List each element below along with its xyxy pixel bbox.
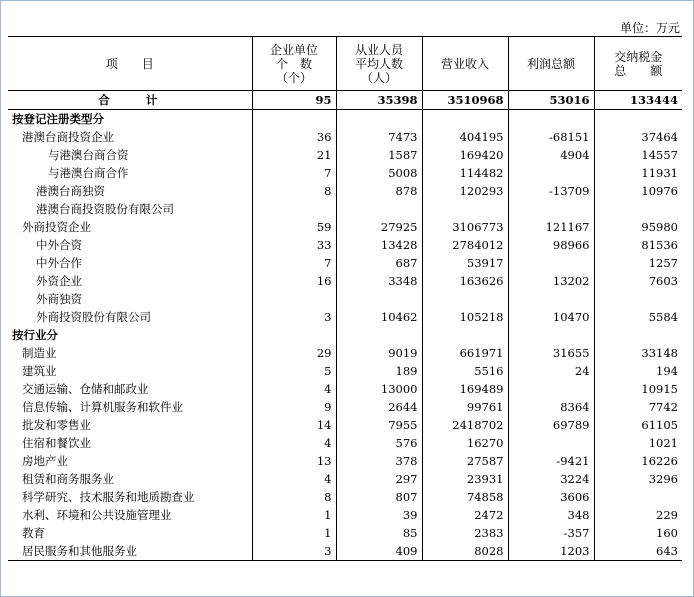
row-label: 外商投资股份有限公司 <box>36 309 151 324</box>
row-label: 中外合资 <box>36 237 82 252</box>
cell-value: 8 <box>252 182 336 200</box>
cell-value: 3224 <box>508 470 594 488</box>
cell-value: 169489 <box>422 380 508 398</box>
row-label: 与港澳台商合资 <box>48 147 129 162</box>
cell-value: 9 <box>252 398 336 416</box>
row-label: 外商独资 <box>36 291 82 306</box>
cell-value <box>508 380 594 398</box>
cell-value: 4 <box>252 434 336 452</box>
cell-value: 13202 <box>508 272 594 290</box>
table-row <box>8 164 682 182</box>
table-row <box>8 380 682 398</box>
cell-value: 16 <box>252 272 336 290</box>
cell-value: 13428 <box>336 236 422 254</box>
cell-value <box>252 326 336 344</box>
column-header: 企业单位 个 数 （个） <box>252 37 336 91</box>
column-header: 营业收入 <box>422 37 508 91</box>
cell-value <box>594 110 682 129</box>
cell-value <box>252 110 336 129</box>
cell-value: 1021 <box>594 434 682 452</box>
row-label: 按行业分 <box>12 327 58 342</box>
cell-value: 5 <box>252 362 336 380</box>
table-row <box>8 362 682 380</box>
cell-value <box>508 254 594 272</box>
cell-value: -68151 <box>508 128 594 146</box>
table-row <box>8 452 682 470</box>
statistics-table <box>8 36 682 561</box>
row-label: 批发和零售业 <box>22 417 91 432</box>
table-row <box>8 398 682 416</box>
table-row <box>8 218 682 236</box>
cell-value: 297 <box>336 470 422 488</box>
row-label: 港澳台商投资企业 <box>22 129 114 144</box>
cell-value: 13 <box>252 452 336 470</box>
cell-value: 53917 <box>422 254 508 272</box>
cell-value: 5584 <box>594 308 682 326</box>
cell-value: 121167 <box>508 218 594 236</box>
cell-value <box>252 290 336 308</box>
cell-value: 10976 <box>594 182 682 200</box>
row-label: 与港澳台商合作 <box>48 165 129 180</box>
table-row <box>8 146 682 164</box>
cell-value: 378 <box>336 452 422 470</box>
table-row <box>8 434 682 452</box>
cell-value: 27587 <box>422 452 508 470</box>
cell-value: 105218 <box>422 308 508 326</box>
cell-value: 14557 <box>594 146 682 164</box>
cell-value: 169420 <box>422 146 508 164</box>
table-row <box>8 254 682 272</box>
table-row <box>8 416 682 434</box>
header-row <box>8 37 682 91</box>
table-row <box>8 506 682 524</box>
cell-value: 8 <box>252 488 336 506</box>
cell-value: 1 <box>252 524 336 542</box>
table-row <box>8 542 682 561</box>
cell-value: 3296 <box>594 470 682 488</box>
cell-value: 10915 <box>594 380 682 398</box>
cell-value <box>594 326 682 344</box>
row-label: 租赁和商务服务业 <box>22 471 114 486</box>
cell-value <box>508 200 594 218</box>
cell-value <box>422 290 508 308</box>
cell-value: 194 <box>594 362 682 380</box>
cell-value: 16270 <box>422 434 508 452</box>
cell-value <box>422 200 508 218</box>
cell-value: 1257 <box>594 254 682 272</box>
cell-value: 404195 <box>422 128 508 146</box>
cell-value: 7603 <box>594 272 682 290</box>
row-label: 科学研究、技术服务和地质勘查业 <box>22 489 195 504</box>
cell-value <box>508 326 594 344</box>
cell-value: 661971 <box>422 344 508 362</box>
row-label: 房地产业 <box>22 453 68 468</box>
cell-value <box>336 200 422 218</box>
cell-value: 2472 <box>422 506 508 524</box>
cell-value: 120293 <box>422 182 508 200</box>
cell-value: 7742 <box>594 398 682 416</box>
cell-value: 2383 <box>422 524 508 542</box>
cell-value: 33148 <box>594 344 682 362</box>
cell-value: 7 <box>252 254 336 272</box>
cell-value: 11931 <box>594 164 682 182</box>
cell-value <box>336 290 422 308</box>
table-row <box>8 182 682 200</box>
cell-value: 37464 <box>594 128 682 146</box>
cell-value <box>594 200 682 218</box>
cell-value: 74858 <box>422 488 508 506</box>
cell-value: 98966 <box>508 236 594 254</box>
cell-value: 3510968 <box>422 91 508 110</box>
cell-value <box>508 434 594 452</box>
cell-value: -13709 <box>508 182 594 200</box>
cell-value: 114482 <box>422 164 508 182</box>
cell-value: 61105 <box>594 416 682 434</box>
section-row <box>8 110 682 129</box>
table-row <box>8 488 682 506</box>
column-header: 从业人员 平均人数 （人） <box>336 37 422 91</box>
cell-value: 1203 <box>508 542 594 561</box>
cell-value: 35398 <box>336 91 422 110</box>
cell-value: 23931 <box>422 470 508 488</box>
row-label: 水利、环境和公共设施管理业 <box>22 507 172 522</box>
cell-value: 576 <box>336 434 422 452</box>
total-row <box>8 91 682 110</box>
cell-value: 878 <box>336 182 422 200</box>
table-row <box>8 200 682 218</box>
cell-value: 33 <box>252 236 336 254</box>
table-row <box>8 290 682 308</box>
row-label: 中外合作 <box>36 255 82 270</box>
cell-value: 14 <box>252 416 336 434</box>
cell-value: 2784012 <box>422 236 508 254</box>
cell-value: 1 <box>252 506 336 524</box>
cell-value: 10462 <box>336 308 422 326</box>
cell-value: 24 <box>508 362 594 380</box>
cell-value: 1587 <box>336 146 422 164</box>
cell-value: 133444 <box>594 91 682 110</box>
table-body <box>8 91 682 561</box>
cell-value: 189 <box>336 362 422 380</box>
row-label: 居民服务和其他服务业 <box>8 542 252 561</box>
cell-value: 13000 <box>336 380 422 398</box>
cell-value <box>594 290 682 308</box>
cell-value <box>252 200 336 218</box>
cell-value: 95980 <box>594 218 682 236</box>
cell-value: 99761 <box>422 398 508 416</box>
table-row <box>8 344 682 362</box>
row-label: 外商投资企业 <box>22 219 91 234</box>
cell-value: 3606 <box>508 488 594 506</box>
section-row <box>8 326 682 344</box>
cell-value: 85 <box>336 524 422 542</box>
column-header: 利润总额 <box>508 37 594 91</box>
cell-value: 5516 <box>422 362 508 380</box>
row-label: 制造业 <box>22 345 57 360</box>
row-label: 教育 <box>22 525 45 540</box>
cell-value: 59 <box>252 218 336 236</box>
row-label: 交通运输、仓储和邮政业 <box>22 381 149 396</box>
cell-value: 4 <box>252 380 336 398</box>
unit-label: 单位：万元 <box>619 21 680 35</box>
cell-value: 3106773 <box>422 218 508 236</box>
cell-value: 229 <box>594 506 682 524</box>
cell-value: 409 <box>336 542 422 561</box>
cell-value: 2418702 <box>422 416 508 434</box>
cell-value: 31655 <box>508 344 594 362</box>
row-label: 按登记注册类型分 <box>12 111 104 126</box>
cell-value: 39 <box>336 506 422 524</box>
cell-value: 687 <box>336 254 422 272</box>
cell-value: 95 <box>252 91 336 110</box>
cell-value: 29 <box>252 344 336 362</box>
cell-value: -357 <box>508 524 594 542</box>
column-header: 项 目 <box>8 37 252 91</box>
cell-value: 53016 <box>508 91 594 110</box>
row-label: 外资企业 <box>36 273 82 288</box>
row-label: 港澳台商独资 <box>36 183 105 198</box>
cell-value: 69789 <box>508 416 594 434</box>
cell-value <box>336 326 422 344</box>
table-row <box>8 272 682 290</box>
cell-value <box>336 110 422 129</box>
column-header: 交纳税金 总 额 <box>594 37 682 91</box>
row-label: 建筑业 <box>22 363 57 378</box>
cell-value: 7 <box>252 164 336 182</box>
cell-value: 2644 <box>336 398 422 416</box>
table-row <box>8 308 682 326</box>
table-row <box>8 128 682 146</box>
cell-value <box>508 110 594 129</box>
cell-value: 807 <box>336 488 422 506</box>
cell-value: 3 <box>252 542 336 561</box>
cell-value: 4 <box>252 470 336 488</box>
table-row <box>8 236 682 254</box>
cell-value <box>508 164 594 182</box>
cell-value: 9019 <box>336 344 422 362</box>
cell-value: 5008 <box>336 164 422 182</box>
row-label: 住宿和餐饮业 <box>22 435 91 450</box>
cell-value: 4904 <box>508 146 594 164</box>
cell-value: 8364 <box>508 398 594 416</box>
cell-value: 643 <box>594 542 682 561</box>
cell-value: 160 <box>594 524 682 542</box>
cell-value: 3 <box>252 308 336 326</box>
row-label: 信息传输、计算机服务和软件业 <box>22 399 183 414</box>
table-row <box>8 470 682 488</box>
cell-value <box>422 326 508 344</box>
cell-value: -9421 <box>508 452 594 470</box>
cell-value: 10470 <box>508 308 594 326</box>
row-label: 港澳台商投资股份有限公司 <box>36 201 174 216</box>
cell-value: 348 <box>508 506 594 524</box>
row-label: 合计 <box>8 91 252 110</box>
cell-value <box>422 110 508 129</box>
cell-value: 8028 <box>422 542 508 561</box>
cell-value: 7955 <box>336 416 422 434</box>
cell-value <box>594 488 682 506</box>
cell-value: 16226 <box>594 452 682 470</box>
table-row <box>8 524 682 542</box>
cell-value: 7473 <box>336 128 422 146</box>
cell-value: 21 <box>252 146 336 164</box>
cell-value: 163626 <box>422 272 508 290</box>
cell-value <box>508 290 594 308</box>
cell-value: 3348 <box>336 272 422 290</box>
cell-value: 36 <box>252 128 336 146</box>
cell-value: 27925 <box>336 218 422 236</box>
cell-value: 81536 <box>594 236 682 254</box>
